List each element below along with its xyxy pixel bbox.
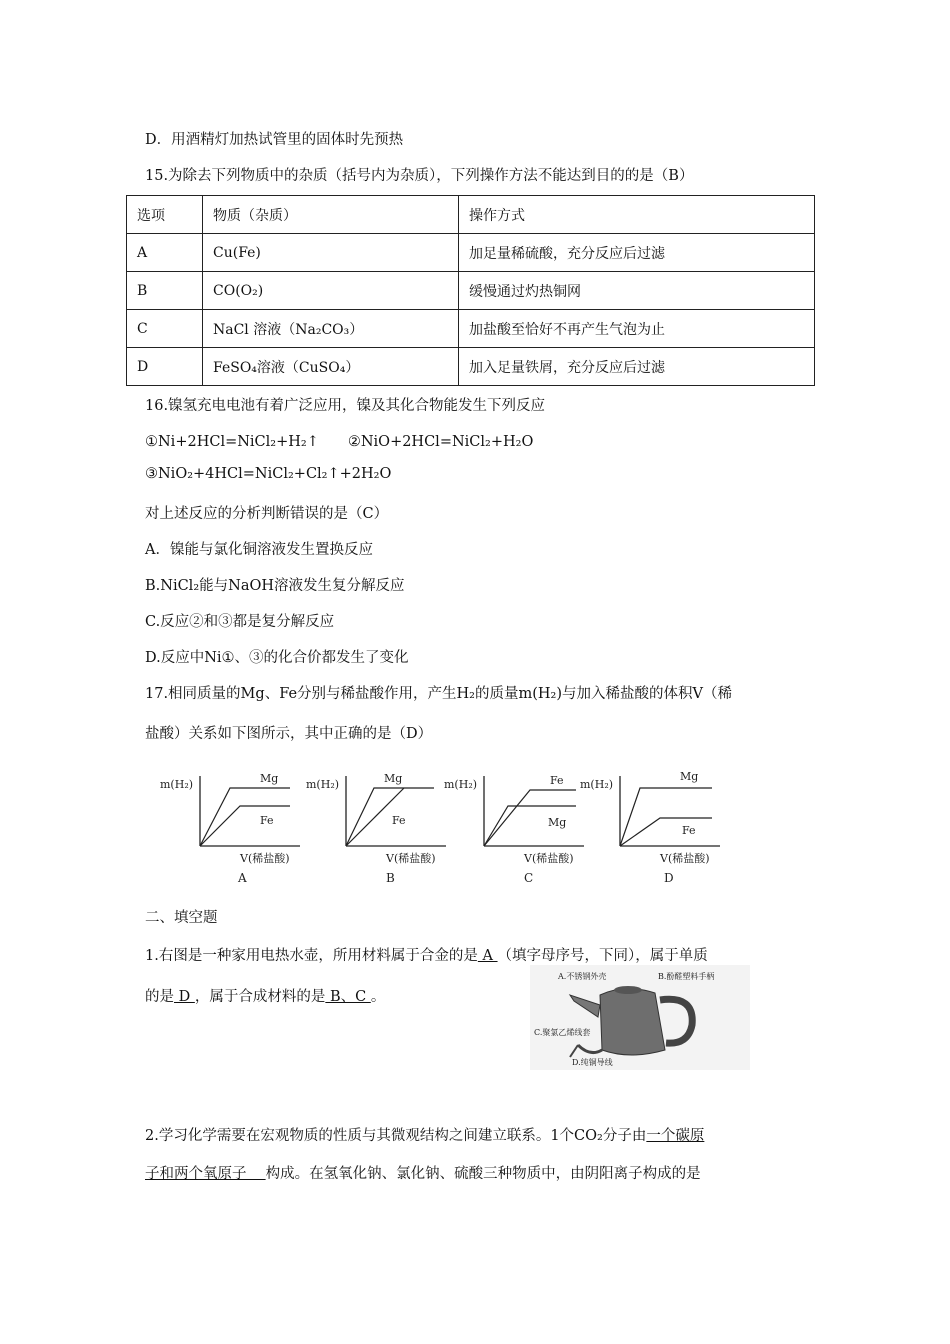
graph-bottom-label: Mg xyxy=(548,816,567,829)
graph-ylabel: m(H₂) xyxy=(580,778,614,791)
question-15: 15.为除去下列物质中的杂质（括号内为杂质），下列操作方法不能达到目的的是（B） xyxy=(145,168,694,184)
table-row xyxy=(127,348,815,386)
graph-top-label: Fe xyxy=(550,774,564,787)
table-cell: FeSO₄溶液（CuSO₄） xyxy=(203,348,459,386)
graph-bottom-label: Fe xyxy=(260,814,274,827)
graph-a xyxy=(160,772,300,885)
question-16-prompt: 对上述反应的分析判断错误的是（C） xyxy=(145,506,389,522)
graph-b xyxy=(306,772,446,885)
graph-letter: B xyxy=(386,871,395,885)
graph-top-label: Mg xyxy=(384,772,403,785)
graph-bottom-label: Fe xyxy=(682,824,696,837)
graphs-svg xyxy=(160,768,750,886)
table-row xyxy=(127,272,815,310)
graph-letter: C xyxy=(524,871,534,885)
question-17-line2: 盐酸）关系如下图所示，其中正确的是（D） xyxy=(145,726,433,742)
table-row xyxy=(127,310,815,348)
table-cell: 加足量稀硫酸，充分反应后过滤 xyxy=(459,234,815,272)
graph-letter: D xyxy=(664,871,674,885)
table-cell: NaCl 溶液（Na₂CO₃） xyxy=(203,310,459,348)
graph-d xyxy=(580,770,720,885)
kettle-label: D.纯铜导线 xyxy=(572,1058,613,1067)
table-cell: Cu(Fe) xyxy=(203,234,459,272)
fill-1-line1 xyxy=(145,944,708,965)
table-header-cell: 物质（杂质） xyxy=(203,196,459,234)
equation-3: ③NiO₂+4HCl=NiCl₂+Cl₂↑+2H₂O xyxy=(145,466,392,482)
fill-2-line1 xyxy=(145,1124,704,1145)
table-cell: C xyxy=(127,310,203,348)
kettle-svg xyxy=(530,965,750,1070)
table-header-row xyxy=(127,196,815,234)
fill-1-text: （填字母序号，下同），属于单质 xyxy=(497,948,708,964)
answer-blank: D xyxy=(174,989,195,1005)
graph-xlabel: V(稀盐酸) xyxy=(524,852,574,865)
fill-1-text: 。 xyxy=(370,989,386,1005)
question-16: 16.镍氢充电电池有着广泛应用，镍及其化合物能发生下列反应 xyxy=(145,398,546,414)
fill-2-text: 构成。在氢氧化钠、氯化钠、硫酸三种物质中，由阴阳离子构成的是 xyxy=(265,1166,701,1182)
option-b: B.NiCl₂能与NaOH溶液发生复分解反应 xyxy=(145,578,405,594)
equation-1-2: ①Ni+2HCl=NiCl₂+H₂↑ ②NiO+2HCl=NiCl₂+H₂O xyxy=(145,434,534,450)
table-cell: D xyxy=(127,348,203,386)
option-d: D.反应中Ni①、③的化合价都发生了变化 xyxy=(145,650,409,666)
question-17-line1: 17.相同质量的Mg、Fe分别与稀盐酸作用，产生H₂的质量m(H₂)与加入稀盐酸的体积V（稀 xyxy=(145,686,732,702)
impurity-table xyxy=(126,195,815,386)
table-cell: A xyxy=(127,234,203,272)
graph-top-label: Mg xyxy=(680,770,699,783)
answer-blank: 子和两个氧原子 xyxy=(145,1166,266,1182)
fill-2-text: 2.学习化学需要在宏观物质的性质与其微观结构之间建立联系。1个CO₂分子由 xyxy=(145,1128,647,1144)
option-a: A．镍能与氯化铜溶液发生置换反应 xyxy=(145,542,373,558)
graph-ylabel: m(H₂) xyxy=(444,778,478,791)
table-cell: B xyxy=(127,272,203,310)
graph-bottom-label: Fe xyxy=(392,814,406,827)
graph-c xyxy=(444,774,584,885)
option-c: C.反应②和③都是复分解反应 xyxy=(145,614,335,630)
graph-ylabel: m(H₂) xyxy=(306,778,340,791)
table-cell: CO(O₂) xyxy=(203,272,459,310)
answer-blank: B、C xyxy=(325,989,371,1005)
graph-xlabel: V(稀盐酸) xyxy=(660,852,710,865)
graphs-container xyxy=(160,768,750,890)
kettle-figure xyxy=(530,965,750,1074)
graph-ylabel: m(H₂) xyxy=(160,778,194,791)
kettle-label: B.酚醛塑料手柄 xyxy=(658,972,715,981)
kettle-label: A.不锈钢外壳 xyxy=(558,972,607,981)
answer-blank: 一个碳原 xyxy=(646,1128,705,1144)
table-cell: 加盐酸至恰好不再产生气泡为止 xyxy=(459,310,815,348)
fill-1-text: ，属于合成材料的是 xyxy=(194,989,326,1005)
graph-letter: A xyxy=(238,871,247,885)
fill-1-text: 1.右图是一种家用电热水壶，所用材料属于合金的是 xyxy=(145,948,478,964)
fill-1-text: 的是 xyxy=(145,989,174,1005)
table-header-cell: 操作方式 xyxy=(459,196,815,234)
graph-top-label: Mg xyxy=(260,772,279,785)
table-row xyxy=(127,234,815,272)
kettle-label: C.聚氯乙烯线套 xyxy=(534,1028,591,1037)
table-cell: 加入足量铁屑，充分反应后过滤 xyxy=(459,348,815,386)
graph-xlabel: V(稀盐酸) xyxy=(386,852,436,865)
table-cell: 缓慢通过灼热铜网 xyxy=(459,272,815,310)
graph-xlabel: V(稀盐酸) xyxy=(240,852,290,865)
option-d-line: D．用酒精灯加热试管里的固体时先预热 xyxy=(145,132,404,148)
table-header-cell: 选项 xyxy=(127,196,203,234)
fill-1-line2 xyxy=(145,985,385,1006)
section-heading: 二、填空题 xyxy=(145,910,218,926)
answer-blank: A xyxy=(477,948,498,964)
fill-2-line2 xyxy=(145,1162,701,1183)
